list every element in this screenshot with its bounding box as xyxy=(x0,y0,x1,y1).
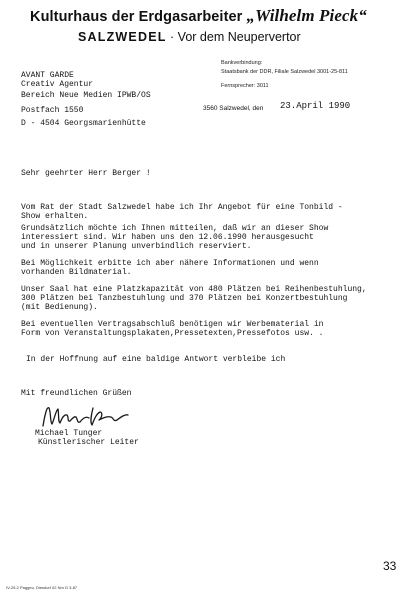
letterhead-title xyxy=(30,6,367,26)
printer-imprint: IV-25-2 Paggeu, Diesdorf 02 Nm G 3-87 xyxy=(6,585,78,590)
bank-account: Staatsbank der DDR, Filiale Salzwedel 3001-25-811 xyxy=(221,69,348,75)
handwritten-signature xyxy=(41,400,131,430)
recipient-line: Bereich Neue Medien IPWB/OS xyxy=(21,91,151,100)
paragraph-line: und in unserer Planung unverbindlich reserviert. xyxy=(21,242,252,251)
paragraph-line: In der Hoffnung auf eine baldige Antwort verbleibe ich xyxy=(26,355,286,364)
paragraph-line: 300 Plätzen bei Tanzbestuhlung und 370 Plätzen bei Konzertbestuhlung xyxy=(21,294,348,303)
date-place: 3560 Salzwedel, den xyxy=(203,105,264,112)
paragraph-line: Grundsätzlich möchte ich Ihnen mitteilen, daß wir an dieser Show xyxy=(21,224,329,233)
paragraph-line: Bei eventuellen Vertragsabschluß benötigen wir Werbematerial in xyxy=(21,320,324,329)
recipient-line: Creativ Agentur xyxy=(21,80,94,89)
bank-label: Bankverbindung: xyxy=(221,60,263,66)
paragraph-line: (mit Bedienung). xyxy=(21,303,98,312)
recipient-line: D - 4504 Georgsmarienhütte xyxy=(21,119,146,128)
letterhead-org-prefix: Kulturhaus der Erdgasarbeiter xyxy=(30,9,247,25)
letterhead-address xyxy=(78,30,301,44)
salutation: Sehr geehrter Herr Berger ! xyxy=(21,169,151,178)
letterhead-city: SALZWEDEL xyxy=(78,30,167,44)
letterhead-location: · Vor dem Neupervertor xyxy=(166,30,301,44)
paragraph-line: Unser Saal hat eine Platzkapazität von 480 Plätzen bei Reihenbestuhlung, xyxy=(21,285,367,294)
paragraph-line: Show erhalten. xyxy=(21,212,89,221)
paragraph-line: Form von Veranstaltungsplakaten,Pressetexten,Pressefotos usw. . xyxy=(21,329,324,338)
paragraph-line: vorhanden Bildmaterial. xyxy=(21,268,132,277)
bank-phone: Fernsprecher: 3011 xyxy=(221,83,269,89)
closing-greeting: Mit freundlichen Grüßen xyxy=(21,389,132,398)
page-number: 33 xyxy=(383,559,397,573)
signer-name: Michael Tunger xyxy=(35,429,103,438)
recipient-line: Postfach 1550 xyxy=(21,106,84,115)
paragraph-line: interessiert sind. Wir haben uns den 12.06.1990 herausgesucht xyxy=(21,233,314,242)
paragraph-line: Bei Möglichkeit erbitte ich aber nähere Informationen und wenn xyxy=(21,259,319,268)
letterhead-org-name: „Wilhelm Pieck“ xyxy=(246,6,367,25)
signer-title: Künstlerischer Leiter xyxy=(38,438,139,447)
date-value: 23.April 1990 xyxy=(280,101,351,111)
paragraph-line: Vom Rat der Stadt Salzwedel habe ich Ihr Angebot für eine Tonbild - xyxy=(21,203,343,212)
recipient-line: AVANT GARDE xyxy=(21,71,74,80)
